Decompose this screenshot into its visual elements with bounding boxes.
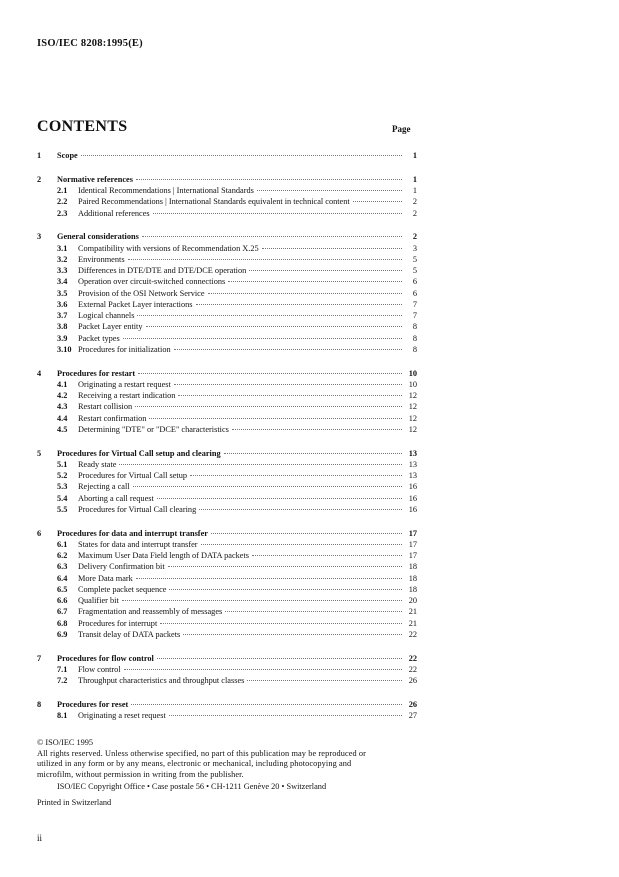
dot-leader bbox=[136, 577, 402, 579]
toc-entry-title: Packet Layer entity bbox=[78, 322, 143, 332]
toc-entry-number: 6.1 bbox=[57, 539, 68, 549]
toc-entry-title: Rejecting a call bbox=[78, 482, 130, 492]
copyright-office-address: ISO/IEC Copyright Office • Case postale 56 • CH-1211 Genève 20 • Switzerland bbox=[57, 782, 327, 791]
toc-sub-entry[interactable] bbox=[37, 243, 417, 254]
copyright-line: © ISO/IEC 1995 bbox=[37, 738, 94, 747]
toc-entry-number: 8 bbox=[37, 699, 42, 709]
dot-leader bbox=[122, 599, 402, 601]
toc-entry-page: 8 bbox=[412, 333, 417, 343]
toc-sub-entry[interactable] bbox=[37, 265, 417, 276]
toc-section bbox=[37, 448, 417, 516]
toc-sub-entry[interactable] bbox=[37, 344, 417, 355]
toc-sub-entry[interactable] bbox=[37, 379, 417, 390]
toc-section bbox=[37, 150, 417, 161]
toc-sub-entry[interactable] bbox=[37, 606, 417, 617]
toc-entry-page: 17 bbox=[408, 528, 417, 538]
toc-sub-entry[interactable] bbox=[37, 185, 417, 196]
toc-entry-title: Fragmentation and reassembly of messages bbox=[78, 607, 223, 617]
toc-entry-number: 5 bbox=[37, 448, 42, 458]
toc-entry-number: 8.1 bbox=[57, 711, 68, 720]
document-id-header: ISO/IEC 8208:1995(E) bbox=[37, 38, 143, 49]
toc-entry-page: 17 bbox=[408, 551, 417, 560]
toc-sub-entry[interactable] bbox=[37, 618, 417, 629]
toc-entry-page: 20 bbox=[408, 596, 417, 605]
toc-entry-page: 5 bbox=[412, 254, 417, 264]
toc-section bbox=[37, 174, 417, 219]
toc-sub-entry[interactable] bbox=[37, 584, 417, 595]
toc-entry-page: 21 bbox=[408, 607, 417, 617]
dot-leader bbox=[174, 383, 402, 385]
table-of-contents bbox=[37, 150, 417, 734]
toc-entry-page: 5 bbox=[412, 266, 417, 275]
dot-leader bbox=[157, 497, 402, 499]
toc-entry-number: 3.6 bbox=[57, 299, 68, 309]
toc-entry-title: Procedures for restart bbox=[57, 368, 136, 378]
toc-entry-title: States for data and interrupt transfer bbox=[78, 539, 198, 549]
toc-entry-page: 16 bbox=[408, 493, 417, 503]
contents-heading: CONTENTS bbox=[37, 118, 128, 135]
toc-sub-entry[interactable] bbox=[37, 504, 417, 515]
toc-section bbox=[37, 699, 417, 722]
toc-entry-page: 18 bbox=[408, 573, 417, 583]
dot-leader bbox=[153, 212, 402, 214]
toc-entry-page: 16 bbox=[408, 482, 417, 492]
toc-section bbox=[37, 653, 417, 687]
toc-sub-entry[interactable] bbox=[37, 493, 417, 504]
dot-leader bbox=[137, 314, 402, 316]
dot-leader bbox=[199, 508, 402, 510]
toc-entry-number: 6.7 bbox=[57, 607, 68, 617]
toc-entry-title: Operation over circuit-switched connections bbox=[78, 277, 226, 287]
dot-leader bbox=[157, 657, 402, 659]
dot-leader bbox=[149, 417, 402, 419]
toc-entry-page: 2 bbox=[412, 208, 417, 218]
toc-sub-entry[interactable] bbox=[37, 675, 417, 686]
toc-entry-page: 12 bbox=[408, 413, 417, 423]
toc-entry-title: Procedures for reset bbox=[57, 699, 129, 709]
toc-entry-number: 4.2 bbox=[57, 391, 68, 400]
toc-entry-page: 12 bbox=[408, 402, 417, 412]
toc-entry-title: Receiving a restart indication bbox=[78, 391, 176, 400]
dot-leader bbox=[224, 452, 402, 454]
toc-entry-number: 4.5 bbox=[57, 424, 68, 434]
dot-leader bbox=[190, 474, 402, 476]
toc-main-entry[interactable] bbox=[37, 174, 417, 185]
page-number: ii bbox=[37, 833, 43, 843]
dot-leader bbox=[211, 532, 402, 534]
dot-leader bbox=[81, 154, 402, 156]
toc-entry-number: 6 bbox=[37, 528, 42, 538]
toc-sub-entry[interactable] bbox=[37, 208, 417, 219]
toc-sub-entry[interactable] bbox=[37, 561, 417, 572]
toc-entry-number: 3.7 bbox=[57, 311, 68, 320]
toc-entry-number: 7.1 bbox=[57, 664, 68, 674]
toc-entry-page: 10 bbox=[408, 379, 417, 389]
toc-entry-page: 21 bbox=[408, 618, 417, 628]
toc-entry-number: 7.2 bbox=[57, 676, 68, 685]
toc-entry-number: 3.5 bbox=[57, 288, 68, 298]
dot-leader bbox=[201, 543, 402, 545]
dot-leader bbox=[160, 622, 402, 624]
toc-entry-page: 1 bbox=[412, 174, 417, 184]
toc-entry-number: 4.4 bbox=[57, 413, 68, 423]
dot-leader bbox=[135, 405, 402, 407]
dot-leader bbox=[131, 703, 402, 705]
toc-entry-title: Determining "DTE" or "DCE" characteristics bbox=[78, 424, 229, 434]
toc-entry-number: 3.10 bbox=[57, 344, 72, 354]
toc-entry-title: Paired Recommendations | International Standards equivalent in technical content bbox=[78, 197, 350, 207]
toc-section bbox=[37, 528, 417, 641]
dot-leader bbox=[128, 258, 402, 260]
toc-entry-title: Procedures for interrupt bbox=[78, 618, 158, 628]
toc-entry-page: 13 bbox=[408, 448, 417, 458]
toc-sub-entry[interactable] bbox=[37, 254, 417, 265]
dot-leader bbox=[183, 633, 402, 635]
toc-entry-title: Provision of the OSI Network Service bbox=[78, 288, 205, 298]
dot-leader bbox=[257, 189, 402, 191]
toc-sub-entry[interactable] bbox=[37, 401, 417, 412]
toc-entry-number: 4.3 bbox=[57, 402, 68, 412]
toc-main-entry[interactable] bbox=[37, 699, 417, 710]
toc-entry-page: 22 bbox=[408, 664, 417, 674]
toc-sub-entry[interactable] bbox=[37, 481, 417, 492]
toc-entry-number: 2.1 bbox=[57, 186, 68, 195]
toc-main-entry[interactable] bbox=[37, 368, 417, 379]
toc-entry-page: 1 bbox=[412, 151, 417, 160]
toc-sub-entry[interactable] bbox=[37, 310, 417, 321]
toc-main-entry[interactable] bbox=[37, 653, 417, 664]
toc-main-entry[interactable] bbox=[37, 231, 417, 242]
toc-entry-page: 2 bbox=[412, 232, 417, 242]
toc-entry-number: 5.1 bbox=[57, 459, 68, 469]
toc-entry-number: 3.2 bbox=[57, 254, 68, 264]
toc-entry-number: 5.2 bbox=[57, 471, 68, 480]
toc-entry-title: External Packet Layer interactions bbox=[78, 299, 193, 309]
toc-entry-page: 8 bbox=[412, 322, 417, 332]
toc-entry-title: Transit delay of DATA packets bbox=[78, 629, 181, 639]
toc-sub-entry[interactable] bbox=[37, 710, 417, 721]
toc-main-entry[interactable] bbox=[37, 448, 417, 459]
toc-entry-title: Originating a restart request bbox=[78, 379, 171, 389]
dot-leader bbox=[169, 588, 402, 590]
toc-sub-entry[interactable] bbox=[37, 333, 417, 344]
dot-leader bbox=[142, 235, 402, 237]
toc-sub-entry[interactable] bbox=[37, 459, 417, 470]
toc-sub-entry[interactable] bbox=[37, 424, 417, 435]
dot-leader bbox=[247, 679, 402, 681]
toc-section bbox=[37, 231, 417, 355]
toc-entry-page: 18 bbox=[408, 562, 417, 572]
toc-entry-number: 6.6 bbox=[57, 596, 68, 605]
toc-entry-number: 3.9 bbox=[57, 333, 68, 343]
toc-entry-title: Identical Recommendations | International Standards bbox=[78, 186, 254, 195]
toc-entry-number: 3.3 bbox=[57, 266, 68, 275]
toc-entry-number: 6.2 bbox=[57, 551, 68, 560]
page-column-label: Page bbox=[392, 124, 411, 134]
dot-leader bbox=[225, 610, 402, 612]
copyright-notice bbox=[37, 738, 387, 808]
toc-entry-number: 5.4 bbox=[57, 493, 68, 503]
toc-entry-number: 5.3 bbox=[57, 482, 68, 492]
toc-sub-entry[interactable] bbox=[37, 413, 417, 424]
toc-entry-title: Throughput characteristics and throughput classes bbox=[78, 676, 245, 685]
dot-leader bbox=[249, 269, 402, 271]
dot-leader bbox=[208, 292, 402, 294]
toc-sub-entry[interactable] bbox=[37, 390, 417, 401]
toc-entry-page: 17 bbox=[408, 539, 417, 549]
dot-leader bbox=[138, 372, 402, 374]
dot-leader bbox=[228, 280, 402, 282]
dot-leader bbox=[178, 394, 402, 396]
toc-entry-page: 26 bbox=[408, 699, 417, 709]
toc-sub-entry[interactable] bbox=[37, 629, 417, 640]
toc-sub-entry[interactable] bbox=[37, 299, 417, 310]
toc-entry-title: Procedures for Virtual Call clearing bbox=[78, 504, 197, 514]
toc-sub-entry[interactable] bbox=[37, 550, 417, 561]
toc-entry-page: 10 bbox=[408, 368, 417, 378]
dot-leader bbox=[146, 325, 402, 327]
toc-sub-entry[interactable] bbox=[37, 573, 417, 584]
toc-entry-number: 2.2 bbox=[57, 197, 68, 207]
toc-entry-title: Procedures for data and interrupt transfer bbox=[57, 528, 208, 538]
toc-entry-page: 26 bbox=[408, 676, 417, 685]
dot-leader bbox=[169, 714, 402, 716]
toc-entry-title: General considerations bbox=[57, 232, 139, 242]
toc-entry-page: 2 bbox=[412, 197, 417, 207]
dot-leader bbox=[136, 178, 402, 180]
toc-entry-page: 3 bbox=[412, 243, 417, 253]
toc-section bbox=[37, 368, 417, 436]
toc-entry-number: 3.4 bbox=[57, 277, 68, 287]
toc-entry-number: 6.9 bbox=[57, 629, 68, 639]
toc-entry-number: 3 bbox=[37, 232, 42, 242]
dot-leader bbox=[252, 554, 402, 556]
toc-entry-title: Procedures for Virtual Call setup bbox=[78, 471, 188, 480]
toc-sub-entry[interactable] bbox=[37, 288, 417, 299]
toc-main-entry[interactable] bbox=[37, 528, 417, 539]
dot-leader bbox=[353, 200, 402, 202]
dot-leader bbox=[262, 247, 402, 249]
dot-leader bbox=[174, 348, 402, 350]
toc-entry-number: 3.8 bbox=[57, 322, 68, 332]
toc-entry-title: Scope bbox=[57, 151, 78, 160]
toc-entry-number: 6.5 bbox=[57, 584, 68, 594]
toc-entry-page: 6 bbox=[412, 288, 417, 298]
toc-entry-title: Procedures for flow control bbox=[57, 653, 154, 663]
toc-entry-number: 2 bbox=[37, 174, 42, 184]
toc-entry-title: Aborting a call request bbox=[78, 493, 154, 503]
toc-entry-title: Compatibility with versions of Recommendation X.25 bbox=[78, 243, 259, 253]
rights-statement: All rights reserved. Unless otherwise specified, no part of this publication may be reproduced or utilized in any form or by any means, electronic or mechanical, including photocopying and microfilm, without permission in writing from the publisher. bbox=[37, 748, 367, 779]
toc-entry-title: Flow control bbox=[78, 664, 121, 674]
toc-entry-page: 6 bbox=[412, 277, 417, 287]
toc-entry-title: Ready state bbox=[78, 459, 117, 469]
toc-entry-page: 7 bbox=[412, 299, 417, 309]
toc-sub-entry[interactable] bbox=[37, 470, 417, 481]
toc-entry-title: Procedures for initialization bbox=[78, 344, 171, 354]
toc-entry-title: Maximum User Data Field length of DATA packets bbox=[78, 551, 250, 560]
toc-entry-page: 1 bbox=[412, 186, 417, 195]
toc-entry-number: 6.3 bbox=[57, 562, 68, 572]
toc-entry-page: 8 bbox=[412, 344, 417, 354]
toc-entry-title: Normative references bbox=[57, 174, 133, 184]
dot-leader bbox=[168, 565, 402, 567]
toc-entry-number: 3.1 bbox=[57, 243, 68, 253]
toc-entry-number: 6.4 bbox=[57, 573, 68, 583]
toc-entry-page: 22 bbox=[408, 653, 417, 663]
toc-sub-entry[interactable] bbox=[37, 595, 417, 606]
dot-leader bbox=[196, 303, 403, 305]
toc-entry-page: 7 bbox=[412, 311, 417, 320]
toc-entry-title: Environments bbox=[78, 254, 125, 264]
dot-leader bbox=[232, 428, 402, 430]
toc-entry-page: 22 bbox=[408, 629, 417, 639]
toc-entry-page: 16 bbox=[408, 504, 417, 514]
toc-entry-title: Originating a reset request bbox=[78, 711, 166, 720]
toc-entry-title: Restart collision bbox=[78, 402, 133, 412]
toc-entry-page: 18 bbox=[408, 584, 417, 594]
toc-main-entry[interactable] bbox=[37, 150, 417, 161]
toc-sub-entry[interactable] bbox=[37, 276, 417, 287]
toc-entry-title: Logical channels bbox=[78, 311, 135, 320]
dot-leader bbox=[133, 485, 402, 487]
toc-entry-number: 6.8 bbox=[57, 618, 68, 628]
toc-entry-number: 4.1 bbox=[57, 379, 68, 389]
toc-entry-page: 27 bbox=[408, 711, 417, 720]
toc-entry-page: 13 bbox=[408, 459, 417, 469]
dot-leader bbox=[119, 463, 402, 465]
toc-entry-title: Delivery Confirmation bit bbox=[78, 562, 165, 572]
toc-entry-page: 12 bbox=[408, 391, 417, 400]
toc-sub-entry[interactable] bbox=[37, 539, 417, 550]
dot-leader bbox=[123, 337, 402, 339]
toc-entry-page: 13 bbox=[408, 471, 417, 480]
toc-entry-title: More Data mark bbox=[78, 573, 133, 583]
toc-entry-title: Procedures for Virtual Call setup and clearing bbox=[57, 448, 221, 458]
toc-entry-title: Additional references bbox=[78, 208, 150, 218]
dot-leader bbox=[124, 668, 402, 670]
toc-entry-title: Packet types bbox=[78, 333, 120, 343]
toc-entry-title: Restart confirmation bbox=[78, 413, 147, 423]
toc-sub-entry[interactable] bbox=[37, 196, 417, 207]
toc-sub-entry[interactable] bbox=[37, 664, 417, 675]
toc-entry-number: 7 bbox=[37, 653, 42, 663]
toc-entry-number: 1 bbox=[37, 151, 42, 160]
toc-entry-page: 12 bbox=[408, 424, 417, 434]
toc-entry-title: Qualifier bit bbox=[78, 596, 119, 605]
toc-entry-number: 2.3 bbox=[57, 208, 68, 218]
toc-entry-number: 4 bbox=[37, 368, 42, 378]
printed-location: Printed in Switzerland bbox=[37, 797, 112, 807]
toc-entry-number: 5.5 bbox=[57, 504, 68, 514]
toc-entry-title: Complete packet sequence bbox=[78, 584, 167, 594]
toc-sub-entry[interactable] bbox=[37, 321, 417, 332]
toc-entry-title: Differences in DTE/DTE and DTE/DCE operation bbox=[78, 266, 247, 275]
